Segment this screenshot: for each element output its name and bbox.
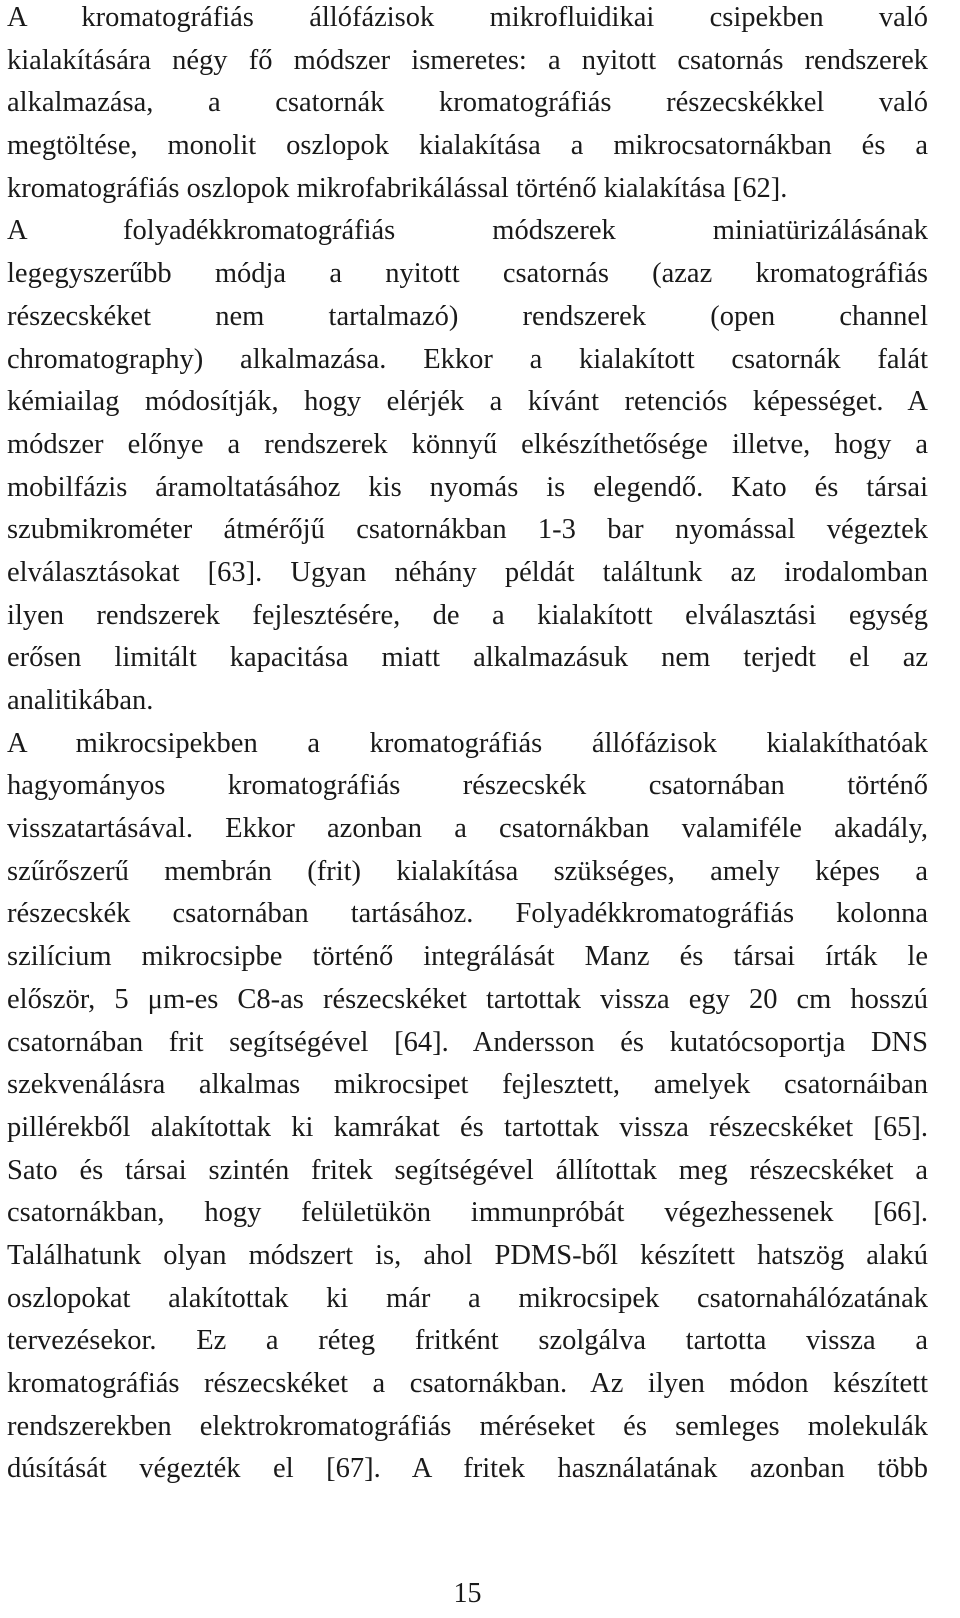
text-line: Sato és társai szintén fritek segítségével állítottak meg részecskéket a [7, 1154, 928, 1186]
document-page [7, 0, 928, 1618]
text-line: chromatography) alkalmazása. Ekkor a kialakított csatornák falát [7, 343, 928, 375]
text-line: rendszerekben elektrokromatográfiás méréseket és semleges molekulák [7, 1410, 928, 1442]
text-line: oszlopokat alakítottak ki már a mikrocsipek csatornahálózatának [7, 1282, 928, 1314]
text-line: módszer előnye a rendszerek könnyű elkészíthetősége illetve, hogy a [7, 428, 928, 460]
text-line: kémiailag módosítják, hogy elérjék a kívánt retenciós képességet. A [7, 386, 928, 418]
text-line: A kromatográfiás állófázisok mikrofluidikai csipekben való [7, 2, 928, 33]
text-line: szilícium mikrocsipbe történő integrálását Manz és társai írták le [7, 941, 928, 973]
text-line: kialakítására négy fő módszer ismeretes: a nyitott csatornás rendszerek [7, 44, 928, 76]
text-line: csatornákban, hogy felületükön immunpróbát végezhessenek [66]. [7, 1197, 928, 1229]
text-line: Találhatunk olyan módszert is, ahol PDMS-ből készített hatszög alakú [7, 1239, 928, 1271]
text-line: kromatográfiás oszlopok mikrofabrikálással történő kialakítása [62]. [7, 172, 788, 204]
text-line: dúsítását végezték el [67]. A fritek használatának azonban több [7, 1453, 928, 1485]
text-line: elválasztásokat [63]. Ugyan néhány példát találtunk az irodalomban [7, 556, 928, 588]
text-line: tervezésekor. Ez a réteg fritként szolgálva tartotta vissza a [7, 1325, 928, 1357]
page-number: 15 [453, 1578, 482, 1609]
text-line: szubmikrométer átmérőjű csatornákban 1-3 bar nyomással végeztek [7, 514, 928, 546]
text-line: alkalmazása, a csatornák kromatográfiás részecskékkel való [7, 87, 928, 119]
text-line: pillérekből alakítottak ki kamrákat és tartottak vissza részecskéket [65]. [7, 1111, 928, 1143]
text-line: részecskék csatornában tartásához. Folyadékkromatográfiás kolonna [7, 898, 928, 930]
text-line: szekvenálásra alkalmas mikrocsipet fejlesztett, amelyek csatornáiban [7, 1069, 928, 1101]
text-line: A folyadékkromatográfiás módszerek miniatürizálásának [7, 215, 928, 247]
text-line: részecskéket nem tartalmazó) rendszerek (open channel [7, 300, 928, 332]
text-line: mobilfázis áramoltatásához kis nyomás is elegendő. Kato és társai [7, 471, 928, 503]
text-line: visszatartásával. Ekkor azonban a csatornákban valamiféle akadály, [7, 813, 928, 845]
body-text [7, 0, 928, 1491]
text-line: megtöltése, monolit oszlopok kialakítása a mikrocsatornákban és a [7, 130, 928, 162]
text-line: csatornában frit segítségével [64]. Andersson és kutatócsoportja DNS [7, 1026, 928, 1058]
text-line: legegyszerűbb módja a nyitott csatornás (azaz kromatográfiás [7, 258, 928, 290]
text-line: hagyományos kromatográfiás részecskék csatornában történő [7, 770, 928, 802]
text-line: A mikrocsipekben a kromatográfiás állófázisok kialakíthatóak [7, 727, 928, 759]
text-line: először, 5 μm-es C8-as részecskéket tartottak vissza egy 20 cm hosszú [7, 983, 928, 1015]
text-line: ilyen rendszerek fejlesztésére, de a kialakított elválasztási egység [7, 599, 928, 631]
text-line: analitikában. [7, 685, 154, 716]
text-line: kromatográfiás részecskéket a csatornákban. Az ilyen módon készített [7, 1368, 928, 1399]
text-line: szűrőszerű membrán (frit) kialakítása szükséges, amely képes a [7, 855, 928, 887]
text-line: erősen limitált kapacitása miatt alkalmazásuk nem terjedt el az [7, 642, 928, 674]
